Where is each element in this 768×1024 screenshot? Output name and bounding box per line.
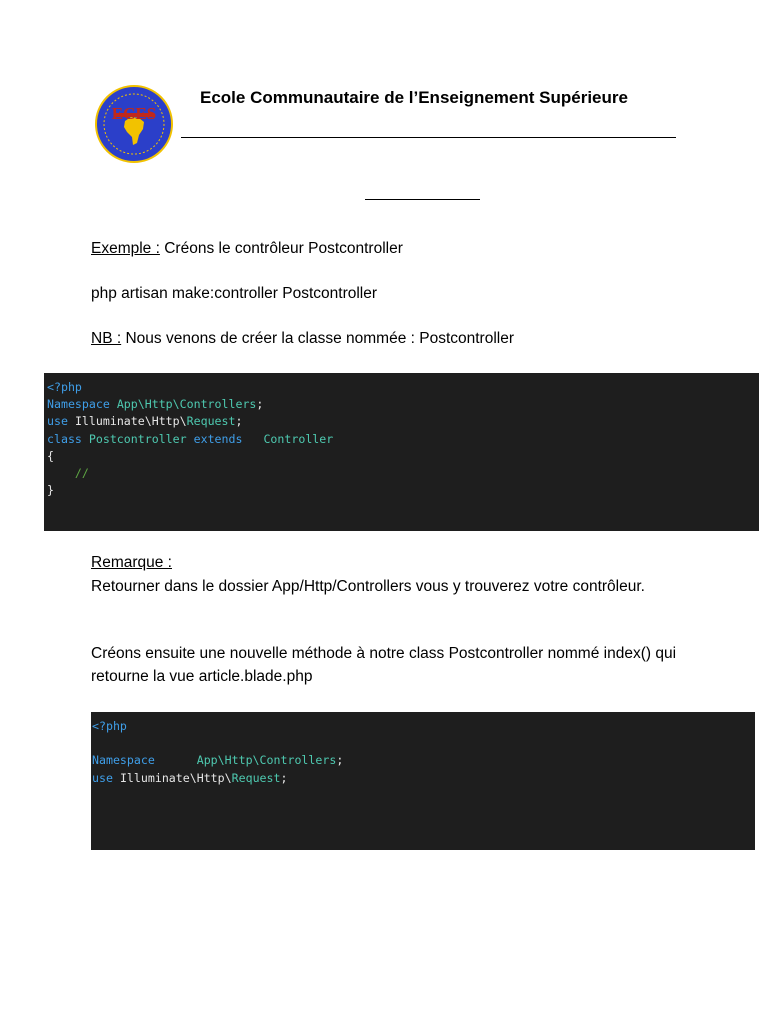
remarque-paragraph-1: Retourner dans le dossier App/Http/Controllers vous y trouverez votre contrôleur. xyxy=(91,578,645,595)
example-line xyxy=(91,240,403,258)
code-block-namespace xyxy=(91,712,755,850)
short-divider xyxy=(365,199,480,200)
nb-label: NB : xyxy=(91,330,122,347)
example-text: Créons le contrôleur Postcontroller xyxy=(164,240,403,257)
code-keyword: class xyxy=(47,431,82,446)
code-punct: ; xyxy=(280,770,288,785)
remarque-paragraph-2: Créons ensuite une nouvelle méthode à notre class Postcontroller nommé index() qui retourne la vue article.blade.php xyxy=(91,645,677,685)
school-name: Ecole Communautaire de l’Enseignement Supérieure xyxy=(200,88,628,107)
code-punct: ; xyxy=(256,397,264,412)
code-class: Request xyxy=(231,770,281,785)
code-path: Illuminate\Http\ xyxy=(119,770,232,785)
code-keyword: Namespace xyxy=(92,753,155,768)
remarque-label: Remarque : xyxy=(91,554,172,571)
africa-map-icon xyxy=(97,87,171,161)
code-line xyxy=(47,431,759,448)
nb-line xyxy=(91,330,514,348)
code-line xyxy=(47,465,759,482)
code-class: Postcontroller xyxy=(88,431,187,446)
code-namespace: App\Http\Controllers xyxy=(196,753,337,768)
code-keyword: use xyxy=(47,414,68,429)
code-keyword: extends xyxy=(193,431,243,446)
code-line xyxy=(92,770,755,787)
code-line xyxy=(47,448,759,465)
code-line xyxy=(47,482,759,499)
code-block-controller xyxy=(44,373,759,531)
code-brace: } xyxy=(47,483,54,498)
php-open-tag: <?php xyxy=(92,719,127,733)
code-namespace: App\Http\Controllers xyxy=(116,397,257,412)
php-open-tag: <?php xyxy=(47,380,82,394)
example-label: Exemple : xyxy=(91,240,160,257)
code-punct: ; xyxy=(235,414,243,429)
code-keyword: Namespace xyxy=(47,397,110,412)
code-brace: { xyxy=(47,448,54,463)
nb-text: Nous venons de créer la classe nommée : Postcontroller xyxy=(125,330,515,347)
code-punct: ; xyxy=(336,753,344,768)
code-line xyxy=(92,752,755,769)
school-logo xyxy=(95,85,173,163)
logo-text: ECES xyxy=(111,104,157,123)
code-line xyxy=(92,718,755,735)
code-line xyxy=(47,413,759,430)
header-divider xyxy=(181,137,676,138)
code-comment: // xyxy=(74,466,89,481)
code-line xyxy=(47,396,759,413)
code-class: Controller xyxy=(263,431,334,446)
code-path: Illuminate\Http\ xyxy=(74,414,187,429)
code-class: Request xyxy=(186,414,236,429)
artisan-command: php artisan make:controller Postcontroller xyxy=(91,285,378,302)
code-keyword: use xyxy=(92,770,113,785)
code-line xyxy=(92,735,755,752)
code-line xyxy=(47,379,759,396)
